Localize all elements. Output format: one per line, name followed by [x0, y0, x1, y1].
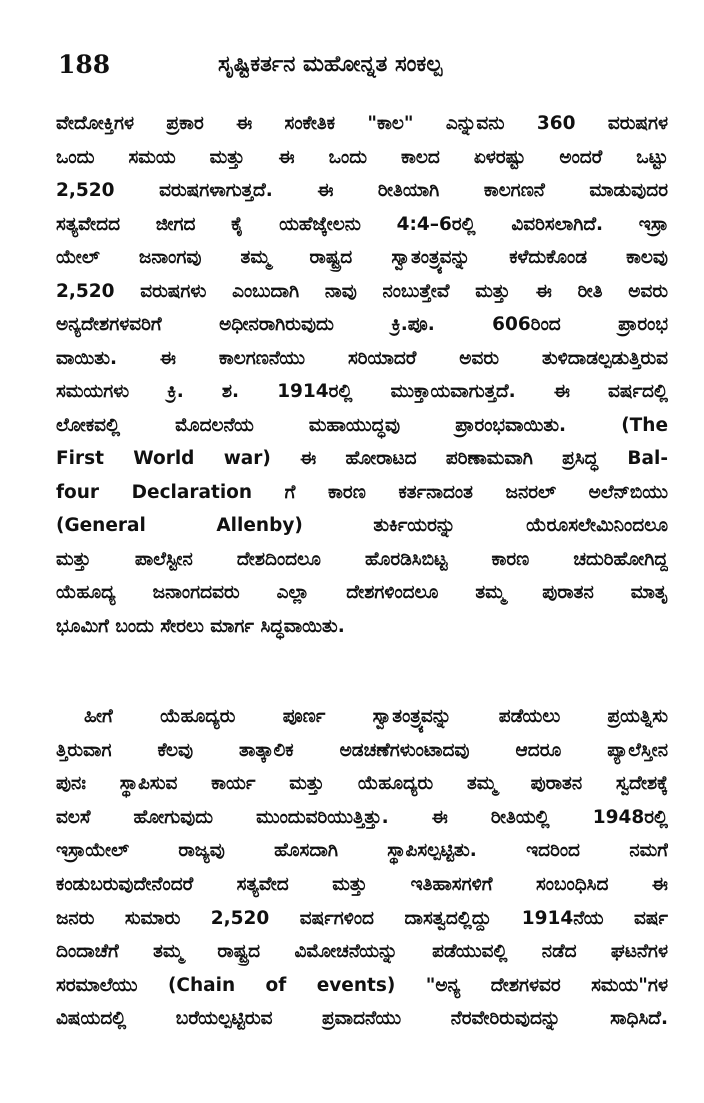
text-line: ಯೇಲ್ ಜನಾಂಗವು ತಮ್ಮ ರಾಷ್ಟ್ರದ ಸ್ವಾತಂತ್ರ್ಯವನ್ನು ಕಳೆದುಕೊಂಡ ಕಾಲವು [56, 247, 668, 268]
text-line: ವಾಯಿತು. ಈ ಕಾಲಗಣನೆಯು ಸರಿಯಾದರೆ ಅವರು ತುಳಿದಾಡಲ್ಪಡುತ್ತಿರುವ [56, 347, 668, 369]
text-line: ಇಸ್ರಾಯೇಲ್ ರಾಜ್ಯವು ಹೊಸದಾಗಿ ಸ್ಥಾಪಿಸಲ್ಪಟ್ಟಿತು. ಇದರಿಂದ ನಮಗೆ [56, 840, 668, 862]
text-line: ಪುನಃ ಸ್ಥಾಪಿಸುವ ಕಾರ್ಯ ಮತ್ತು ಯೆಹೂದ್ಯರು ತಮ್ಮ ಪುರಾತನ ಸ್ವದೇಶಕ್ಕೆ [56, 773, 668, 795]
text-line: First World war) ಈ ಹೋರಾಟದ ಪರಿಣಾಮವಾಗಿ ಪ್ರಸಿದ್ಧ Bal- [56, 448, 668, 469]
text-line: ಸತ್ಯವೇದದ ಜೀಗದ ಕೈ ಯಹೆಜ್ಕೇಲನು 4:4–6ರಲ್ಲಿ ವಿವರಿಸಲಾಗಿದೆ. ಇಸ್ರಾ [56, 213, 668, 235]
page-header [58, 48, 656, 88]
text-line: ಸಮಯಗಳು ಕ್ರಿ. ಶ. 1914ರಲ್ಲಿ ಮುಕ್ತಾಯವಾಗುತ್ತದೆ. ಈ ವರ್ಷದಲ್ಲಿ [56, 381, 668, 402]
text-line: ಹೀಗೆ ಯೆಹೂದ್ಯರು ಪೂರ್ಣ ಸ್ವಾತಂತ್ರ್ಯವನ್ನು ಪಡೆಯಲು ಪ್ರಯತ್ನಿಸು [84, 706, 668, 727]
text-line: 2,520 ವರುಷಗಳಾಗುತ್ತದೆ. ಈ ರೀತಿಯಾಗಿ ಕಾಲಗಣನೆ ಮಾಡುವುದರ [56, 180, 668, 201]
page-number: 188 [58, 50, 111, 79]
text-line: four Declaration ಗೆ ಕಾರಣ ಕರ್ತನಾದಂತ ಜನರಲ್ ಅಲೆನ್‌ಬಿಯು [56, 481, 668, 503]
text-line: ವಿಷಯದಲ್ಲಿ ಬರೆಯಲ್ಪಟ್ಟಿರುವ ಪ್ರವಾದನೆಯು ನೆರವೇರಿರುವುದನ್ನು ಸಾಧಿಸಿದೆ. [56, 1008, 668, 1030]
text-line: ವೇದೋಕ್ತಿಗಳ ಪ್ರಕಾರ ಈ ಸಂಕೇತಿಕ "ಕಾಲ" ಎನ್ನುವನು 360 ವರುಷಗಳ [56, 113, 668, 134]
paragraph-2 [56, 700, 668, 1036]
text-line: ಅನ್ಯದೇಶಗಳವರಿಗೆ ಅಧೀನರಾಗಿರುವುದು ಕ್ರಿ.ಪೂ. 606ರಿಂದ ಪ್ರಾರಂಭ [56, 314, 668, 335]
text-line: ಯೆಹೂದ್ಯ ಜನಾಂಗದವರು ಎಲ್ಲಾ ದೇಶಗಳಿಂದಲೂ ತಮ್ಮ ಪುರಾತನ ಮಾತೃ [56, 582, 668, 603]
text-line: (General Allenby) ತುರ್ಕಿಯರನ್ನು ಯೆರೂಸಲೇಮಿನಿಂದಲೂ [56, 515, 668, 536]
running-title: ಸೃಷ್ಟಿಕರ್ತನ ಮಹೋನ್ನತ ಸಂಕಲ್ಪ [218, 52, 443, 77]
text-line: ಕಂಡುಬರುವುದೇನೆಂದರೆ ಸತ್ಯವೇದ ಮತ್ತು ಇತಿಹಾಸಗಳಿಗೆ ಸಂಬಂಧಿಸಿದ ಈ [56, 873, 668, 895]
text-line: ಭೂಮಿಗೆ ಬಂದು ಸೇರಲು ಮಾರ್ಗ ಸಿದ್ಧವಾಯಿತು. [56, 615, 345, 637]
text-line: ಮತ್ತು ಪಾಲೆಸ್ಟೀನ ದೇಶದಿಂದಲೂ ಹೊರಡಿಸಿಬಿಟ್ಟ ಕಾರಣ ಚದುರಿಹೋಗಿದ್ದ [56, 548, 668, 570]
text-line: ವಲಸೆ ಹೋಗುವುದು ಮುಂದುವರಿಯುತ್ತಿತ್ತು. ಈ ರೀತಿಯಲ್ಲಿ 1948ರಲ್ಲಿ [56, 806, 668, 828]
paragraph-1 [56, 107, 668, 643]
text-line: ಜನರು ಸುಮಾರು 2,520 ವರ್ಷಗಳಿಂದ ದಾಸತ್ವದಲ್ಲಿದ್ದು 1914ನೆಯ ವರ್ಷ [56, 907, 668, 929]
text-line: ಒಂದು ಸಮಯ ಮತ್ತು ಈ ಒಂದು ಕಾಲದ ಏಳರಷ್ಟು ಅಂದರೆ ಒಟ್ಟು [56, 146, 668, 168]
text-line: ದಿಂದಾಚೆಗೆ ತಮ್ಮ ರಾಷ್ಟ್ರದ ವಿಮೋಚನೆಯನ್ನು ಪಡೆಯುವಲ್ಲಿ ನಡೆದ ಘಟನೆಗಳ [56, 941, 668, 963]
text-line: ಲೋಕವಲ್ಲಿ ಮೊದಲನೆಯ ಮಹಾಯುದ್ಧವು ಪ್ರಾರಂಭವಾಯಿತು. (The [56, 414, 668, 436]
text-line: ತ್ತಿರುವಾಗ ಕೆಲವು ತಾತ್ಕಾಲಿಕ ಅಡಚಣೆಗಳುಂಟಾದವು ಆದರೂ ಪ್ಯಾಲೆಸ್ತೀನ [56, 739, 668, 761]
text-line: ಸರಮಾಲೆಯು (Chain of events) "ಅನ್ಯ ದೇಶಗಳವರ ಸಮಯ"ಗಳ [56, 974, 668, 996]
text-line: 2,520 ವರುಷಗಳು ಎಂಬುದಾಗಿ ನಾವು ನಂಬುತ್ತೇವೆ ಮತ್ತು ಈ ರೀತಿ ಅವರು [56, 280, 668, 302]
